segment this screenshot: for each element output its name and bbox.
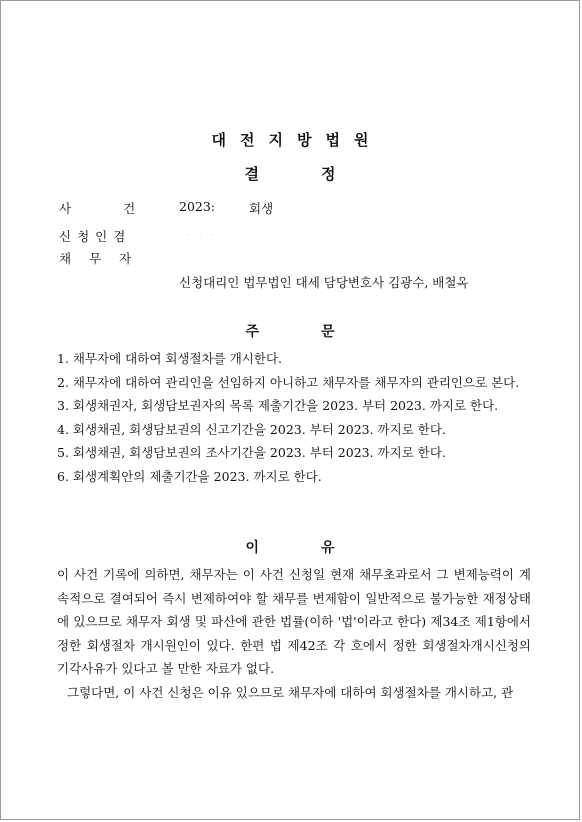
reason-paragraph: 이 사건 기록에 의하면, 채무자는 이 사건 신청일 현재 채무초과로서 그 변제능력이 계속적으로 결여되어 즉시 변제하여야 할 채무를 변제함이 일반적으로 불가능한 재정상태에 있으므로 채무자 회생 및 파산에 관한 법률(이하 '법'이라고 한다) 제34조 제1항에서 정한 회생절차 개시원인이 있다. 한편 법 제42조 각 호에서 정한 회생절차개시신청의 기각사유가 있다고 볼 만한 자료가 없다. [57, 567, 531, 676]
order-item: 3. 회생채권자, 회생담보권자의 목록 제출기간을 2023. 부터 2023. 까지로 한다. [57, 398, 499, 413]
order-item: 2. 채무자에 대하여 관리인을 선임하지 아니하고 채무자를 채무자의 관리인으로 본다. [57, 374, 520, 390]
order-item: 1. 채무자에 대하여 회생절차를 개시한다. [57, 351, 282, 366]
legal-agent: 신청대리인 법무법인 대세 담당변호사 김광수, 배철옥 [179, 275, 469, 290]
redacted-applicant-name: · · · [187, 231, 217, 241]
case-label-char: 건 [123, 201, 136, 216]
order-item: 6. 회생계획안의 제출기간을 2023. 까지로 한다. [57, 468, 322, 484]
reason-heading [1, 537, 579, 557]
case-type: 회생 [249, 201, 274, 216]
debtor-label-char: 무 [89, 251, 102, 266]
case-label-char: 사 [59, 201, 72, 216]
order-item: 5. 회생채권, 회생담보권의 조사기간을 2023. 부터 2023. 까지로 한다. [57, 445, 446, 460]
order-heading-char: 주 [245, 324, 259, 340]
case-label [59, 199, 135, 217]
debtor-label [59, 249, 131, 267]
court-name: 대전지방법원 [211, 131, 383, 149]
debtor-label-char: 채 [59, 251, 72, 266]
applicant-label: 신청인겸 [59, 229, 132, 244]
order-list [57, 347, 529, 488]
reason-paragraph: 그렇다면, 이 사건 신청은 이유 있으므로 채무자에 대하여 회생절차를 개시하고, 관 [67, 684, 514, 700]
document-title-char: 정 [321, 165, 336, 183]
order-heading [1, 321, 579, 341]
case-year: 2023: [179, 199, 216, 214]
order-heading-char: 문 [321, 324, 335, 340]
order-item: 4. 회생채권, 회생담보권의 신고기간을 2023. 부터 2023. 까지로 한다. [57, 421, 446, 437]
reason-heading-char: 유 [321, 540, 335, 556]
debtor-label-char: 자 [119, 251, 132, 266]
document-title-char: 결 [244, 165, 259, 183]
document-title [1, 163, 579, 184]
reason-body [57, 563, 531, 704]
reason-heading-char: 이 [245, 540, 259, 556]
